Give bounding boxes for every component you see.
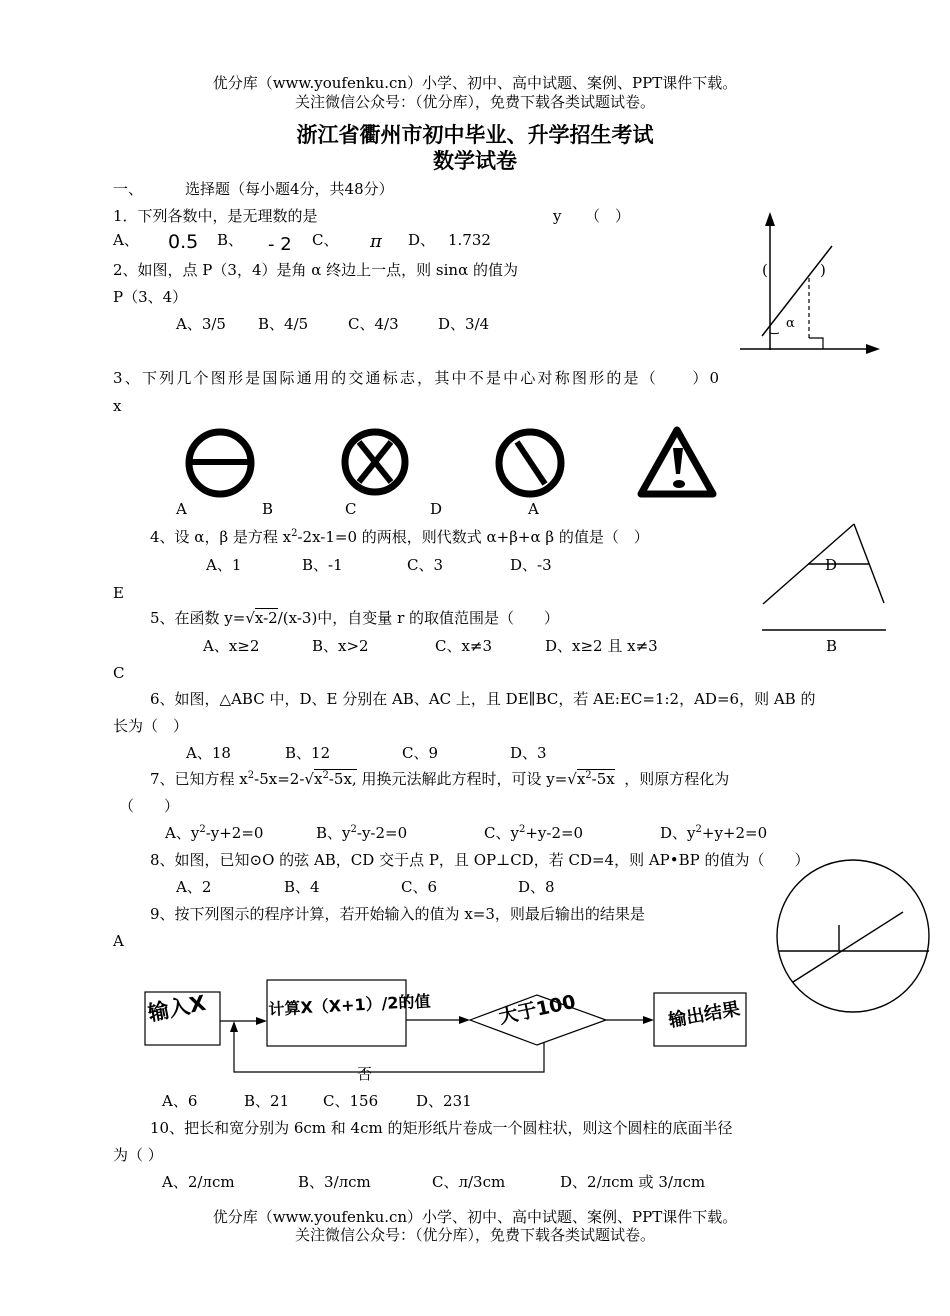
- exam-title: 浙江省衢州市初中毕业、升学招生考试: [296, 122, 654, 147]
- q7-option-a-sup: 2: [199, 824, 206, 835]
- q5-stem-post: /(x-3)中，自变量 r 的取值范围是（ ）: [277, 609, 560, 627]
- q7-stem-b: -5x=2-: [254, 770, 305, 788]
- q7-option-d-a: D、y: [660, 824, 696, 842]
- q5-option-a: A、x≥2: [203, 637, 260, 655]
- q4-option-c: C、3: [407, 556, 444, 574]
- flow-output-box: 输出结果: [667, 998, 742, 1032]
- q7-option-a-b: -y+2=0: [205, 824, 264, 842]
- q7-stem-d: ，则原方程化为: [624, 770, 730, 788]
- q3-label-2: B: [262, 500, 274, 518]
- q5-radical: √: [245, 609, 255, 627]
- q7-radicand-1-a: x: [313, 770, 323, 788]
- q10-option-d: D、2/лcm 或 3/лcm: [560, 1173, 706, 1191]
- q5-option-d: D、x≥2 且 x≠3: [545, 637, 658, 655]
- q3-label-3: C: [345, 500, 357, 518]
- q9-option-d: D、231: [416, 1092, 472, 1110]
- q5-option-b: B、x>2: [312, 637, 369, 655]
- q1-option-d-label: D、: [408, 231, 436, 249]
- q10-option-c: C、л/3cm: [432, 1173, 506, 1191]
- flow-compute-box: 计算X（X+1）/2的值: [268, 991, 431, 1019]
- q7-radicand-1-b: -5x,: [328, 770, 357, 788]
- flow-no-label: 否: [357, 1065, 373, 1083]
- q4-stem-post: -2x-1=0 的两根，则代数式 α+β+α β 的值是（ ）: [297, 528, 649, 546]
- q9-stem: 9、按下列图示的程序计算，若开始输入的值为 x=3，则最后输出的结果是: [150, 905, 645, 923]
- q1-option-b-value: - 2: [268, 234, 292, 255]
- q1-stray: y: [553, 207, 562, 225]
- q4-caption: E: [113, 584, 124, 602]
- flow-decision-diamond: 大于100: [497, 990, 578, 1029]
- q1-option-a-value: 0.5: [168, 231, 199, 253]
- q1-stem: 1．下列各数中，是无理数的是: [113, 207, 318, 225]
- q2-option-c: C、4/3: [348, 315, 399, 333]
- q4-stem-pre: 4、设 α，β 是方程 x: [150, 528, 292, 546]
- q5-radicand: x-2: [254, 609, 278, 627]
- q8-option-d: D、8: [518, 878, 555, 896]
- q4-stem-sup: 2: [291, 528, 298, 539]
- q5-option-c: C、x≠3: [435, 637, 493, 655]
- q8-option-a: A、2: [176, 878, 212, 896]
- q6-option-c: C、9: [402, 744, 439, 762]
- q7-radical-2: √: [567, 770, 577, 788]
- q8-option-b: B、4: [284, 878, 320, 896]
- q10-option-a: A、2/лcm: [162, 1173, 235, 1191]
- q5-caption: C: [113, 664, 125, 682]
- q7-sup-1: 2: [247, 770, 255, 781]
- q7-option-d-sup: 2: [695, 824, 702, 835]
- q6-line-1: 6、如图，△ABC 中，D、E 分别在 AB、AC 上，且 DE∥BC，若 AE:EC=1:2，AD=6，则 AB 的: [150, 690, 816, 708]
- footer-line-1: 优分库（www.youfenku.cn）小学、初中、高中试题、案例、PPT课件下载。: [212, 1208, 738, 1226]
- q1-option-a-label: A、: [113, 231, 139, 249]
- q2-option-d: D、3/4: [438, 315, 490, 333]
- q7-sup-3: 2: [585, 770, 592, 781]
- q1-paren: （ ）: [585, 207, 631, 225]
- q6-option-a: A、18: [186, 744, 231, 762]
- q4-option-b: B、-1: [302, 556, 343, 574]
- fig6-label-d: D: [825, 556, 838, 574]
- q3-label-5: A: [528, 500, 539, 518]
- q10-line-2: 为（ ）: [113, 1146, 163, 1164]
- q2-fig-close-paren: ): [820, 261, 826, 279]
- q9-caption: A: [113, 932, 124, 950]
- q2-stem: 2、如图，点 P（3，4）是角 α 终边上一点，则 sinα 的值为: [113, 261, 518, 279]
- q1-option-c-value: π: [370, 231, 382, 252]
- q8-option-c: C、6: [401, 878, 438, 896]
- q7-line-2: （ ）: [119, 797, 180, 815]
- q3-label-4: D: [430, 500, 443, 518]
- flow-input-box: 输入X: [146, 990, 208, 1026]
- q1-option-d-value: 1.732: [448, 231, 491, 249]
- q7-option-c-a: C、y: [484, 824, 519, 842]
- q7-radicand-2-b: -5x: [591, 770, 615, 788]
- q9-option-b: B、21: [244, 1092, 290, 1110]
- q2-caption: P（3、4）: [113, 288, 188, 306]
- section-number: 一、: [113, 180, 144, 198]
- q3-caption: x: [113, 397, 122, 415]
- header-line-1: 优分库（www.youfenku.cn）小学、初中、高中试题、案例、PPT课件下载。: [212, 74, 738, 92]
- q10-line-1: 10、把长和宽分别为 6cm 和 4cm 的矩形纸片卷成一个圆柱状，则这个圆柱的底面半径: [150, 1119, 733, 1137]
- q2-fig-open-paren: (: [762, 261, 768, 279]
- q2-fig-alpha: α: [786, 316, 795, 331]
- header-line-2: 关注微信公众号：（优分库），免费下载各类试题试卷。: [294, 93, 655, 111]
- q10-option-b: B、3/лcm: [298, 1173, 371, 1191]
- q9-option-a: A、6: [162, 1092, 198, 1110]
- q7-option-d-b: +y+2=0: [701, 824, 768, 842]
- q7-option-b-a: B、y: [316, 824, 351, 842]
- q4-option-d: D、-3: [510, 556, 552, 574]
- q2-option-b: B、4/5: [258, 315, 309, 333]
- section-label: 选择题（每小题4分，共48分）: [185, 180, 394, 198]
- q4-option-a: A、1: [206, 556, 242, 574]
- q1-option-c-label: C、: [312, 231, 339, 249]
- fig6-label-b: B: [826, 637, 838, 655]
- q7-radical-1: √: [304, 770, 314, 788]
- q7-radicand-2-a: x: [576, 770, 586, 788]
- q1-option-b-label: B、: [217, 231, 244, 249]
- q7-option-c-b: +y-2=0: [525, 824, 584, 842]
- q8-stem: 8、如图，已知⊙O 的弦 AB，CD 交于点 P，且 OP⊥CD，若 CD=4，则 AP•BP 的值为（ ）: [150, 851, 810, 869]
- q7-option-c-sup: 2: [518, 824, 526, 835]
- q6-option-b: B、12: [285, 744, 331, 762]
- q5-stem-pre: 5、在函数 y=: [150, 609, 246, 627]
- exam-subtitle: 数学试卷: [433, 148, 517, 173]
- q7-stem-a: 7、已知方程 x: [150, 770, 248, 788]
- q9-option-c: C、156: [323, 1092, 379, 1110]
- q7-sup-2: 2: [322, 770, 329, 781]
- footer-line-2: 关注微信公众号：（优分库），免费下载各类试题试卷。: [294, 1226, 655, 1244]
- q3-stem: 3、下列几个图形是国际通用的交通标志，其中不是中心对称图形的是（ ）0: [113, 369, 722, 387]
- q7-option-b-sup: 2: [350, 824, 357, 835]
- q7-option-a-a: A、y: [165, 824, 200, 842]
- q6-line-2: 长为（ ）: [113, 717, 189, 735]
- q7-stem-c: 用换元法解此方程时，可设 y=: [361, 770, 568, 788]
- q3-label-1: A: [176, 500, 187, 518]
- q6-option-d: D、3: [510, 744, 547, 762]
- q2-option-a: A、3/5: [176, 315, 226, 333]
- q7-option-b-b: -y-2=0: [356, 824, 408, 842]
